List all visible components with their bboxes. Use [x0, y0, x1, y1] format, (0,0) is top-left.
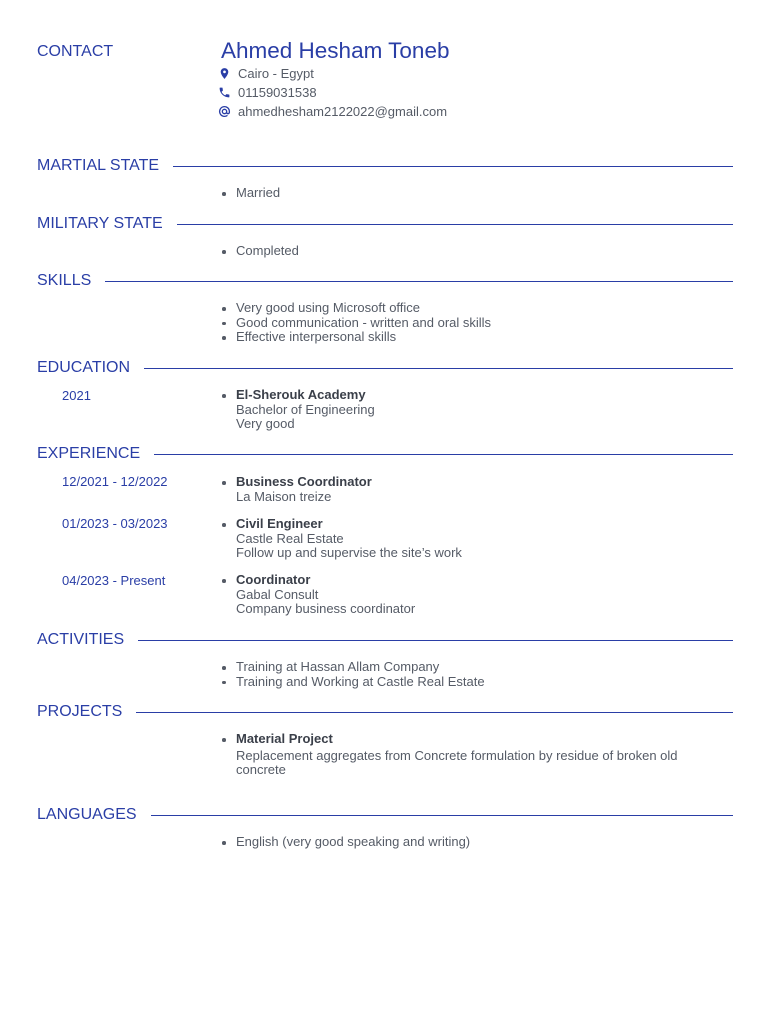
- section-divider: [154, 454, 733, 455]
- section-title: EDUCATION: [37, 359, 131, 376]
- section-title: PROJECTS: [37, 703, 123, 720]
- section-title: MILITARY STATE: [37, 215, 163, 232]
- section-martial-state: [37, 156, 733, 176]
- section-divider: [136, 712, 733, 713]
- job-role: Business Coordinator: [236, 474, 372, 489]
- location-text: Cairo - Egypt: [238, 65, 314, 81]
- experience-date: 12/2021 - 12/2022: [62, 474, 168, 489]
- list-item: Very good using Microsoft office: [236, 300, 421, 315]
- degree: Bachelor of Engineering: [236, 401, 375, 417]
- job-description: Company business coordinator: [236, 601, 416, 616]
- grade: Very good: [236, 416, 295, 431]
- project-description: Replacement aggregates from Concrete formulation by residue of broken old: [236, 747, 678, 763]
- section-projects: [37, 702, 733, 722]
- section-education: [37, 358, 733, 378]
- section-divider: [177, 224, 733, 225]
- location-pin-icon: [218, 67, 231, 80]
- candidate-name: Ahmed Hesham Toneb: [221, 38, 450, 63]
- company-name: Gabal Consult: [236, 586, 319, 602]
- list-item: Training at Hassan Allam Company: [236, 659, 440, 674]
- company-name: Castle Real Estate: [236, 530, 344, 546]
- list-item: English (very good speaking and writing): [236, 834, 471, 849]
- section-title: EXPERIENCE: [37, 445, 141, 462]
- school-name: El-Sherouk Academy: [236, 387, 366, 402]
- list-item: Good communication - written and oral skills: [236, 314, 492, 330]
- section-divider: [105, 281, 733, 282]
- section-skills: [37, 271, 733, 291]
- list-item: Training and Working at Castle Real Estate: [236, 673, 485, 689]
- job-role: Civil Engineer: [236, 516, 323, 531]
- project-entry: [236, 732, 678, 778]
- experience-entry: [236, 517, 462, 561]
- education-entry: [236, 388, 375, 432]
- contact-label: CONTACT: [37, 43, 114, 60]
- job-description: Follow up and supervise the site’s work: [236, 545, 462, 560]
- company-name: La Maison treize: [236, 488, 332, 504]
- section-divider: [144, 368, 733, 369]
- location-row: [218, 64, 314, 82]
- experience-date: 01/2023 - 03/2023: [62, 516, 168, 531]
- phone-text: 01159031538: [238, 84, 317, 100]
- experience-entry: [236, 573, 415, 617]
- job-role: Coordinator: [236, 572, 311, 587]
- section-title: SKILLS: [37, 272, 92, 289]
- section-activities: [37, 630, 733, 650]
- section-military-state: [37, 214, 733, 234]
- section-experience: [37, 444, 733, 464]
- education-date: 2021: [62, 388, 91, 403]
- section-languages: [37, 805, 733, 825]
- phone-icon: [218, 86, 231, 99]
- experience-entry: [236, 475, 372, 504]
- project-name: Material Project: [236, 731, 333, 746]
- section-divider: [138, 640, 733, 641]
- list-item: Married: [236, 185, 281, 200]
- section-title: MARTIAL STATE: [37, 157, 160, 174]
- section-title: LANGUAGES: [37, 806, 137, 823]
- phone-row: [218, 83, 317, 101]
- experience-date: 04/2023 - Present: [62, 573, 166, 588]
- section-title: ACTIVITIES: [37, 631, 125, 648]
- project-description-cont: concrete: [236, 762, 286, 777]
- email-row: [218, 102, 447, 120]
- section-divider: [151, 815, 733, 816]
- section-divider: [173, 166, 733, 167]
- at-sign-icon: [218, 105, 231, 118]
- list-item: Completed: [236, 243, 299, 258]
- list-item: Effective interpersonal skills: [236, 329, 397, 344]
- email-text[interactable]: ahmedhesham2122022@gmail.com: [238, 103, 448, 119]
